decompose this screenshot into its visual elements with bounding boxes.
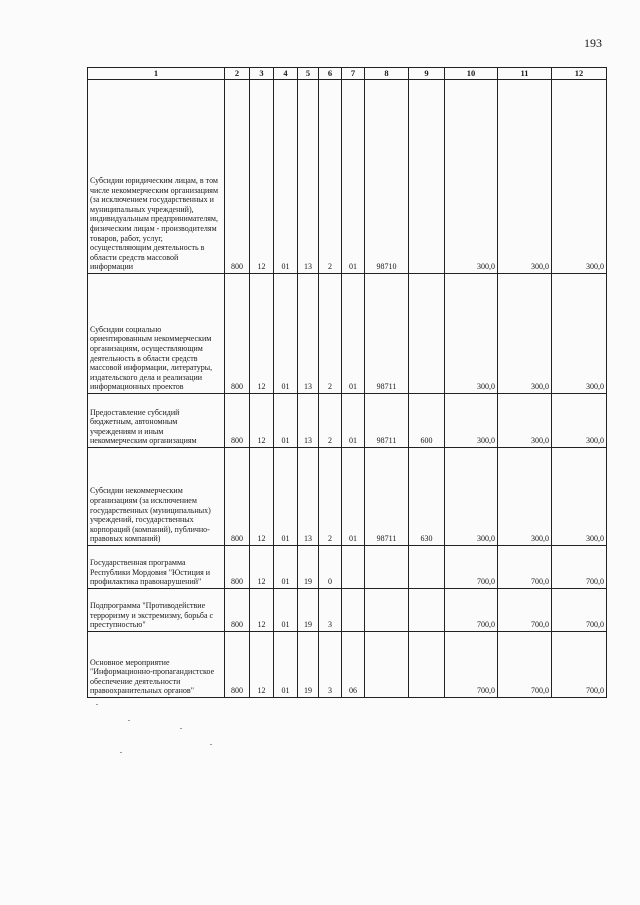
cell-col6: 3 <box>319 632 342 698</box>
cell-col5: 19 <box>298 589 319 632</box>
row-description: Подпрограмма "Противодействие терроризму и экстремизму, борьба с преступностью" <box>88 589 225 632</box>
cell-col6: 0 <box>319 546 342 589</box>
cell-col2: 800 <box>225 589 250 632</box>
budget-table <box>87 67 607 698</box>
header-cell: 7 <box>342 68 365 80</box>
cell-col4: 01 <box>274 589 298 632</box>
cell-col3: 12 <box>250 546 274 589</box>
table-row <box>88 274 607 394</box>
header-cell: 11 <box>498 68 552 80</box>
cell-col4: 01 <box>274 632 298 698</box>
cell-col11: 700,0 <box>498 589 552 632</box>
cell-col3: 12 <box>250 589 274 632</box>
cell-col12: 700,0 <box>552 632 607 698</box>
cell-col9 <box>409 632 445 698</box>
scan-speck <box>96 704 98 705</box>
table-row <box>88 448 607 546</box>
header-cell: 9 <box>409 68 445 80</box>
scan-speck <box>180 728 182 729</box>
row-description: Государственная программа Республики Мордовия "Юстиция и профилактика правонарушений" <box>88 546 225 589</box>
scan-speck <box>210 744 212 745</box>
row-description: Основное мероприятие "Информационно-пропагандистское обеспечение деятельности правоохранительных органов" <box>88 632 225 698</box>
cell-col6: 3 <box>319 589 342 632</box>
cell-col2: 800 <box>225 274 250 394</box>
page-number: 193 <box>584 36 602 50</box>
cell-col4: 01 <box>274 448 298 546</box>
cell-col4: 01 <box>274 80 298 274</box>
cell-col5: 13 <box>298 394 319 448</box>
cell-col7 <box>342 546 365 589</box>
cell-col9 <box>409 546 445 589</box>
cell-col10: 300,0 <box>445 394 498 448</box>
cell-col3: 12 <box>250 632 274 698</box>
header-cell: 4 <box>274 68 298 80</box>
cell-col10: 300,0 <box>445 274 498 394</box>
header-cell: 10 <box>445 68 498 80</box>
row-description: Субсидии социально ориентированным некоммерческим организациям, осуществляющим деятельность в области средств массовой информации, литературы, издательского дела и реализации информационных проектов <box>88 274 225 394</box>
cell-col10: 300,0 <box>445 448 498 546</box>
cell-col5: 13 <box>298 448 319 546</box>
cell-col2: 800 <box>225 80 250 274</box>
cell-col12: 300,0 <box>552 274 607 394</box>
cell-col12: 300,0 <box>552 394 607 448</box>
table-row <box>88 80 607 274</box>
cell-col6: 2 <box>319 448 342 546</box>
cell-col12: 700,0 <box>552 589 607 632</box>
cell-col11: 700,0 <box>498 546 552 589</box>
cell-col7 <box>342 589 365 632</box>
cell-col8: 98711 <box>365 448 409 546</box>
cell-col2: 800 <box>225 394 250 448</box>
cell-col10: 700,0 <box>445 632 498 698</box>
cell-col11: 300,0 <box>498 448 552 546</box>
cell-col8: 98711 <box>365 274 409 394</box>
cell-col9 <box>409 589 445 632</box>
cell-col6: 2 <box>319 274 342 394</box>
cell-col8 <box>365 589 409 632</box>
header-cell: 2 <box>225 68 250 80</box>
cell-col9: 630 <box>409 448 445 546</box>
table-header-row <box>88 68 607 80</box>
cell-col5: 19 <box>298 546 319 589</box>
cell-col2: 800 <box>225 546 250 589</box>
row-description: Субсидии юридическим лицам, в том числе некоммерческим организациям (за исключением государственных и муниципальных учреждений), индивидуальным предпринимателям, физическим лицам - производителям товаров, работ, услуг, осуществляющим деятельность в области средств массовой информации <box>88 80 225 274</box>
cell-col8: 98711 <box>365 394 409 448</box>
cell-col7: 01 <box>342 274 365 394</box>
table-row <box>88 632 607 698</box>
cell-col9: 600 <box>409 394 445 448</box>
cell-col3: 12 <box>250 448 274 546</box>
cell-col7: 01 <box>342 80 365 274</box>
cell-col10: 700,0 <box>445 546 498 589</box>
cell-col11: 700,0 <box>498 632 552 698</box>
cell-col7: 01 <box>342 448 365 546</box>
header-cell: 6 <box>319 68 342 80</box>
header-cell: 3 <box>250 68 274 80</box>
cell-col5: 13 <box>298 274 319 394</box>
cell-col3: 12 <box>250 80 274 274</box>
cell-col7: 01 <box>342 394 365 448</box>
header-cell: 12 <box>552 68 607 80</box>
cell-col4: 01 <box>274 546 298 589</box>
row-description: Субсидии некоммерческим организациям (за исключением государственных (муниципальных) учреждений, государственных корпораций (компаний), публично-правовых компаний) <box>88 448 225 546</box>
cell-col2: 800 <box>225 632 250 698</box>
table-row <box>88 546 607 589</box>
table-row <box>88 589 607 632</box>
cell-col5: 19 <box>298 632 319 698</box>
cell-col9 <box>409 80 445 274</box>
cell-col4: 01 <box>274 394 298 448</box>
cell-col12: 300,0 <box>552 448 607 546</box>
cell-col12: 300,0 <box>552 80 607 274</box>
scan-speck <box>128 720 130 721</box>
cell-col6: 2 <box>319 394 342 448</box>
cell-col8 <box>365 632 409 698</box>
cell-col8 <box>365 546 409 589</box>
cell-col6: 2 <box>319 80 342 274</box>
cell-col7: 06 <box>342 632 365 698</box>
cell-col10: 700,0 <box>445 589 498 632</box>
header-cell: 5 <box>298 68 319 80</box>
cell-col3: 12 <box>250 394 274 448</box>
cell-col12: 700,0 <box>552 546 607 589</box>
cell-col9 <box>409 274 445 394</box>
cell-col11: 300,0 <box>498 394 552 448</box>
cell-col10: 300,0 <box>445 80 498 274</box>
cell-col8: 98710 <box>365 80 409 274</box>
cell-col11: 300,0 <box>498 80 552 274</box>
cell-col4: 01 <box>274 274 298 394</box>
header-cell: 1 <box>88 68 225 80</box>
cell-col2: 800 <box>225 448 250 546</box>
header-cell: 8 <box>365 68 409 80</box>
cell-col11: 300,0 <box>498 274 552 394</box>
cell-col3: 12 <box>250 274 274 394</box>
row-description: Предоставление субсидий бюджетным, автономным учреждениям и иным некоммерческим организациям <box>88 394 225 448</box>
scan-speck <box>120 752 122 753</box>
table-row <box>88 394 607 448</box>
cell-col5: 13 <box>298 80 319 274</box>
